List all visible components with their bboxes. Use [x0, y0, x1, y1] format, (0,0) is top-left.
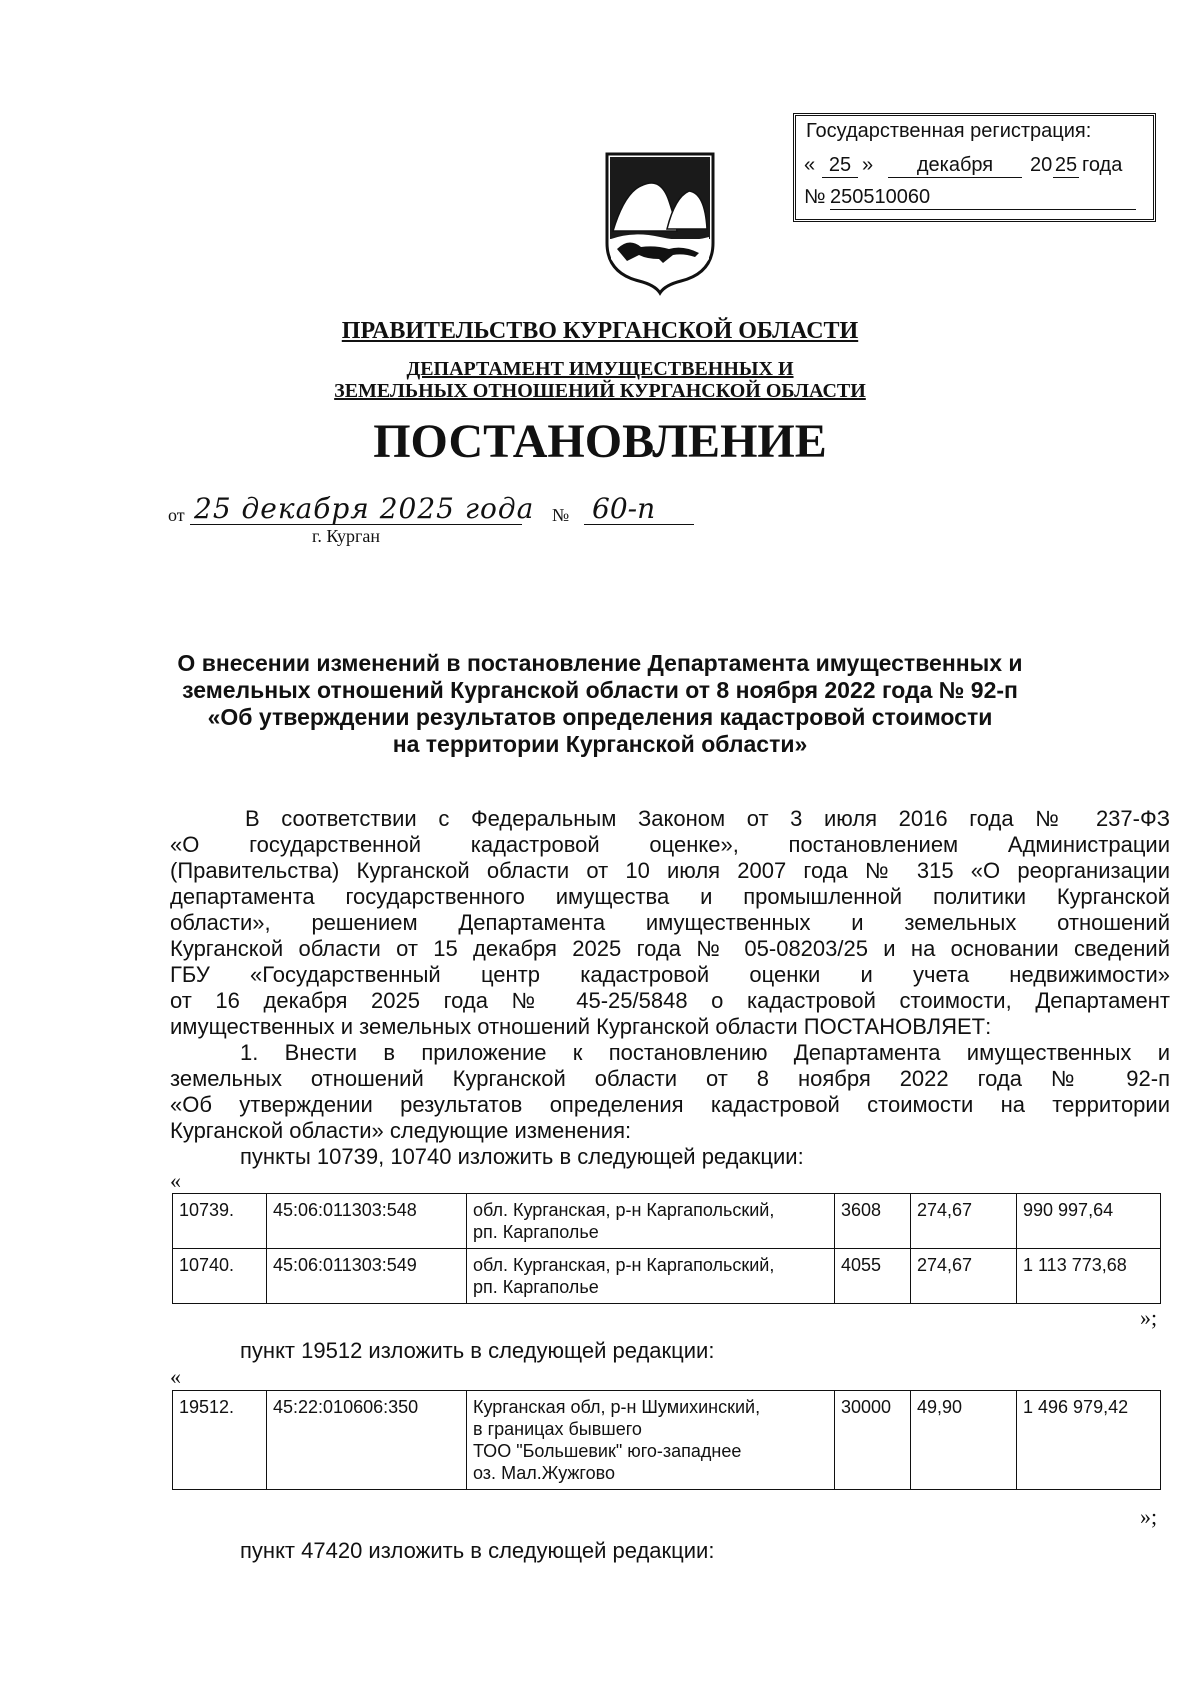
address-line: в границах бывшего — [473, 1419, 642, 1439]
body-line-5: области», решением Департамента имущественных и земельных отношений — [170, 910, 1170, 935]
registration-day: 25 — [822, 154, 858, 178]
table-cell-area: 3608 — [835, 1194, 911, 1249]
address-line: ТОО "Большевик" юго-западнее — [473, 1441, 742, 1461]
date-underline — [190, 524, 522, 525]
city-name: г. Курган — [312, 526, 381, 546]
instruction-19512: пункт 19512 изложить в следующей редакции: — [240, 1338, 715, 1363]
registration-year-prefix: 20 — [1030, 154, 1053, 176]
instruction-47420: пункт 47420 изложить в следующей редакции: — [240, 1538, 715, 1563]
table2 — [172, 1390, 1161, 1490]
registration-year-word: года — [1082, 154, 1123, 176]
title-line-1: О внесении изменений в постановление Департамента имущественных и — [177, 650, 1023, 676]
table1-quote-close: »; — [1140, 1305, 1158, 1330]
body-line-14: пункты 10739, 10740 изложить в следующей редакции: — [240, 1144, 804, 1169]
number-underline — [584, 524, 694, 525]
table-cell-cadastral: 45:06:011303:548 — [267, 1194, 467, 1249]
date-from-label: от — [168, 505, 185, 525]
registration-stamp — [793, 113, 1156, 222]
table-cell-address — [467, 1194, 835, 1249]
body-line-12: «Об утверждении результатов определения кадастровой стоимости на территории — [170, 1092, 1170, 1117]
table-cell-number: 10740. — [173, 1249, 267, 1304]
table2-quote-open: « — [170, 1364, 181, 1389]
registration-number-label: № — [804, 186, 826, 208]
table-cell-number: 10739. — [173, 1194, 267, 1249]
table-cell-number: 19512. — [173, 1391, 267, 1490]
address-line: рп. Каргаполье — [473, 1277, 599, 1297]
table-cell-address — [467, 1249, 835, 1304]
table2-quote-close: »; — [1140, 1504, 1158, 1529]
table-cell-area: 4055 — [835, 1249, 911, 1304]
government-name: ПРАВИТЕЛЬСТВО КУРГАНСКОЙ ОБЛАСТИ — [341, 318, 859, 344]
registration-month: декабря — [888, 154, 1022, 178]
table-cell-rate: 49,90 — [911, 1391, 1017, 1490]
body-line-13: Курганской области» следующие изменения: — [170, 1118, 632, 1143]
address-line: рп. Каргаполье — [473, 1222, 599, 1242]
table1-quote-open: « — [170, 1168, 181, 1193]
body-line-6: Курганской области от 15 декабря 2025 года № 05-08203/25 и на основании сведений — [170, 936, 1170, 961]
address-line: оз. Мал.Жужгово — [473, 1463, 615, 1483]
body-line-2: «О государственной кадастровой оценке», постановлением Администрации — [170, 832, 1170, 857]
body-line-11: земельных отношений Курганской области от 8 ноября 2022 года № 92-п — [170, 1066, 1170, 1091]
table-cell-cadastral: 45:22:010606:350 — [267, 1391, 467, 1490]
document-type-heading: ПОСТАНОВЛЕНИЕ — [373, 415, 827, 468]
table-cell-area: 30000 — [835, 1391, 911, 1490]
address-line: обл. Курганская, р-н Каргапольский, — [473, 1255, 775, 1275]
department-name-line1: ДЕПАРТАМЕНТ ИМУЩЕСТВЕННЫХ И — [406, 358, 794, 380]
number-label: № — [552, 505, 570, 525]
registration-heading: Государственная регистрация: — [806, 120, 1092, 142]
table1 — [172, 1193, 1161, 1304]
body-line-3: (Правительства) Курганской области от 10 июля 2007 года № 315 «О реорганизации — [170, 858, 1170, 883]
body-line-8: от 16 декабря 2025 года № 45-25/5848 о кадастровой стоимости, Департамент — [170, 988, 1170, 1013]
body-line-4: департамента государственного имущества и промышленной политики Курганской — [170, 884, 1170, 909]
registration-day-close: » — [862, 154, 874, 176]
title-line-4: на территории Курганской области» — [392, 731, 808, 757]
table-cell-value: 990 997,64 — [1017, 1194, 1161, 1249]
table-cell-address — [467, 1391, 835, 1490]
table-cell-value: 1 113 773,68 — [1017, 1249, 1161, 1304]
title-line-3: «Об утверждении результатов определения кадастровой стоимости — [207, 704, 993, 730]
date-number-row — [168, 492, 768, 546]
address-line: обл. Курганская, р-н Каргапольский, — [473, 1200, 775, 1220]
title-line-2: земельных отношений Курганской области от 8 ноября 2022 года № 92-п — [182, 677, 1018, 703]
address-line: Курганская обл, р-н Шумихинский, — [473, 1397, 761, 1417]
table-cell-cadastral: 45:06:011303:549 — [267, 1249, 467, 1304]
coat-of-arms-emblem — [603, 151, 717, 296]
body-line-1: В соответствии с Федеральным Законом от 3 июля 2016 года № 237-ФЗ — [245, 806, 1170, 831]
table-row — [173, 1249, 1161, 1304]
table-cell-value: 1 496 979,42 — [1017, 1391, 1161, 1490]
table-row — [173, 1391, 1161, 1490]
body-line-7: ГБУ «Государственный центр кадастровой оценки и учета недвижимости» — [170, 962, 1170, 987]
table-cell-rate: 274,67 — [911, 1194, 1017, 1249]
handwritten-number: 60-п — [592, 492, 656, 525]
body-line-9: имущественных и земельных отношений Курганской области ПОСТАНОВЛЯЕТ: — [170, 1014, 992, 1039]
handwritten-date: 25 декабря 2025 года — [194, 492, 535, 525]
registration-number: 250510060 — [830, 186, 1136, 210]
department-name-line2: ЗЕМЕЛЬНЫХ ОТНОШЕНИЙ КУРГАНСКОЙ ОБЛАСТИ — [334, 380, 866, 402]
body-line-10: 1. Внести в приложение к постановлению Департамента имущественных и — [240, 1040, 1170, 1065]
table-row — [173, 1194, 1161, 1249]
registration-year-suffix: 25 — [1054, 154, 1078, 176]
table-cell-rate: 274,67 — [911, 1249, 1017, 1304]
registration-day-open: « — [804, 154, 816, 176]
